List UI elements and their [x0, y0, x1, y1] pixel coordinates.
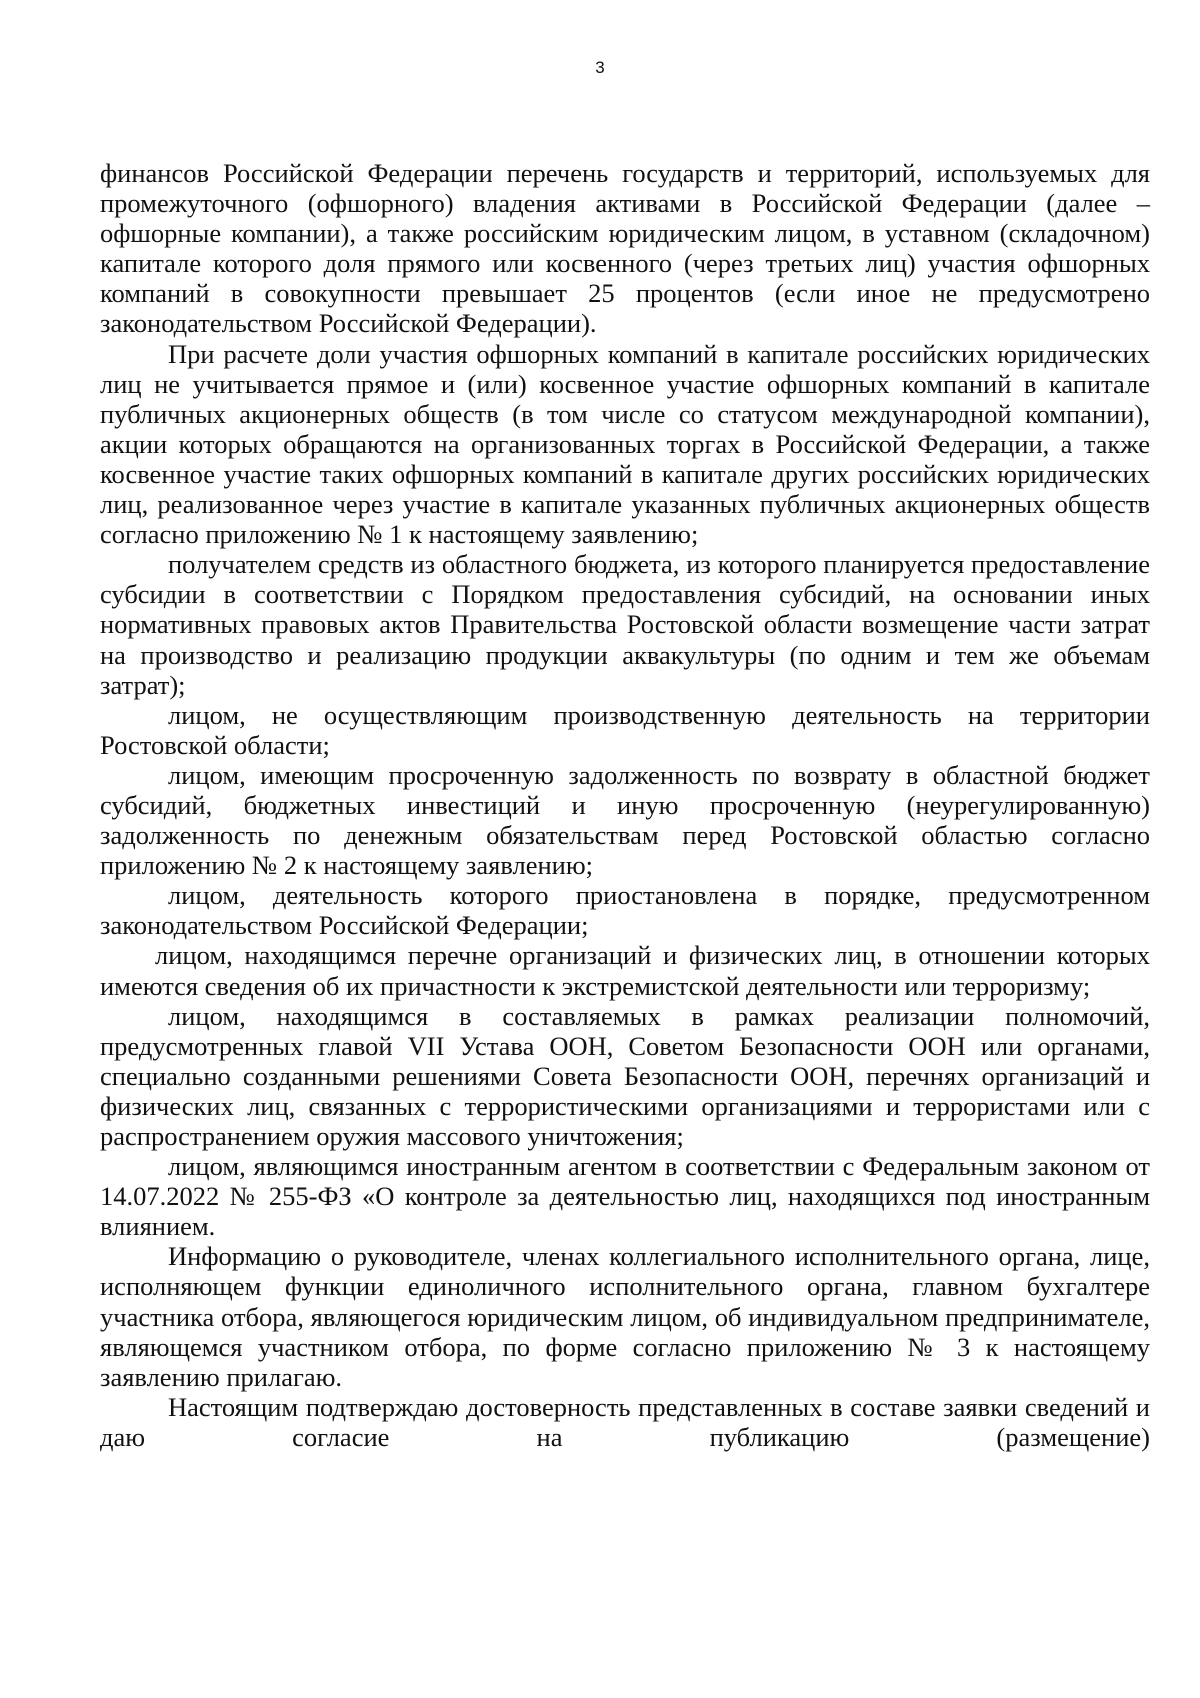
paragraph-offshore-share-calculation: При расчете доли участия офшорных компаний в капитале российских юридических лиц не учитывается прямое и (или) косвенное участие офшорных компаний в капитале публичных акционерных обществ (в том числе со статусом международной компании), акции которых обращаются на организованных торгах в Российской Федерации, а также косвенное участие таких офшорных компаний в капитале других российских юридических лиц, реализованное через участие в капитале указанных публичных акционерных обществ согласно приложению № 1 к настоящему заявлению; — [100, 338, 1150, 550]
paragraph-activity-suspended: лицом, деятельность которого приостановлена в порядке, предусмотренном законодательством Российской Федерации; — [100, 880, 1150, 941]
paragraph-offshore-list: финансов Российской Федерации перечень государств и территорий, используемых для промежуточного (офшорного) владения активами в Российской Федерации (далее – офшорные компании), а также российским юридическим лицом, в уставном (складочном) капитале которого доля прямого или косвенного (через третьих лиц) участия офшорных компаний в совокупности превышает 25 процентов (если иное не предусмотрено законодательством Российской Федерации). — [100, 158, 1150, 339]
paragraph-no-production-activity: лицом, не осуществляющим производственную деятельность на территории Ростовской области; — [100, 699, 1150, 760]
document-body — [100, 158, 1150, 1452]
paragraph-confirmation: Настоящим подтверждаю достоверность представленных в составе заявки сведений и даю согласие на публикацию (размещение) — [100, 1391, 1150, 1452]
paragraph-extremism-list: лицом, находящимся перечне организаций и физических лиц, в отношении которых имеются сведения об их причастности к экстремистской деятельности или терроризму; — [100, 940, 1150, 1001]
paragraph-management-information: Информацию о руководителе, членах коллегиального исполнительного органа, лице, исполняющем функции единоличного исполнительного органа, главном бухгалтере участника отбора, являющегося юридическим лицом, об индивидуальном предпринимателе, являющемся участником отбора, по форме согласно приложению № 3 к настоящему заявлению прилагаю. — [100, 1241, 1150, 1392]
paragraph-foreign-agent: лицом, являющимся иностранным агентом в соответствии с Федеральным законом от 14.07.2022 № 255-ФЗ «О контроле за деятельностью лиц, находящихся под иностранным влиянием. — [100, 1151, 1150, 1242]
page-number: 3 — [595, 58, 605, 77]
paragraph-regional-budget-recipient: получателем средств из областного бюджета, из которого планируется предоставление субсидии в соответствии с Порядком предоставления субсидий, на основании иных нормативных правовых актов Правительства Ростовской области возмещение части затрат на производство и реализацию продукции аквакультуры (по одним и тем же объемам затрат); — [100, 549, 1150, 700]
paragraph-overdue-debt: лицом, имеющим просроченную задолженность по возврату в областной бюджет субсидий, бюджетных инвестиций и иную просроченную (неурегулированную) задолженность по денежным обязательствам перед Ростовской областью согласно приложению № 2 к настоящему заявлению; — [100, 759, 1150, 881]
paragraph-un-sanctions-list: лицом, находящимся в составляемых в рамках реализации полномочий, предусмотренных главой VII Устава ООН, Советом Безопасности ООН или органами, специально созданными решениями Совета Безопасности ООН, перечнях организаций и физических лиц, связанных с террористическими организациями и террористами или с распространением оружия массового уничтожения; — [100, 1000, 1150, 1151]
